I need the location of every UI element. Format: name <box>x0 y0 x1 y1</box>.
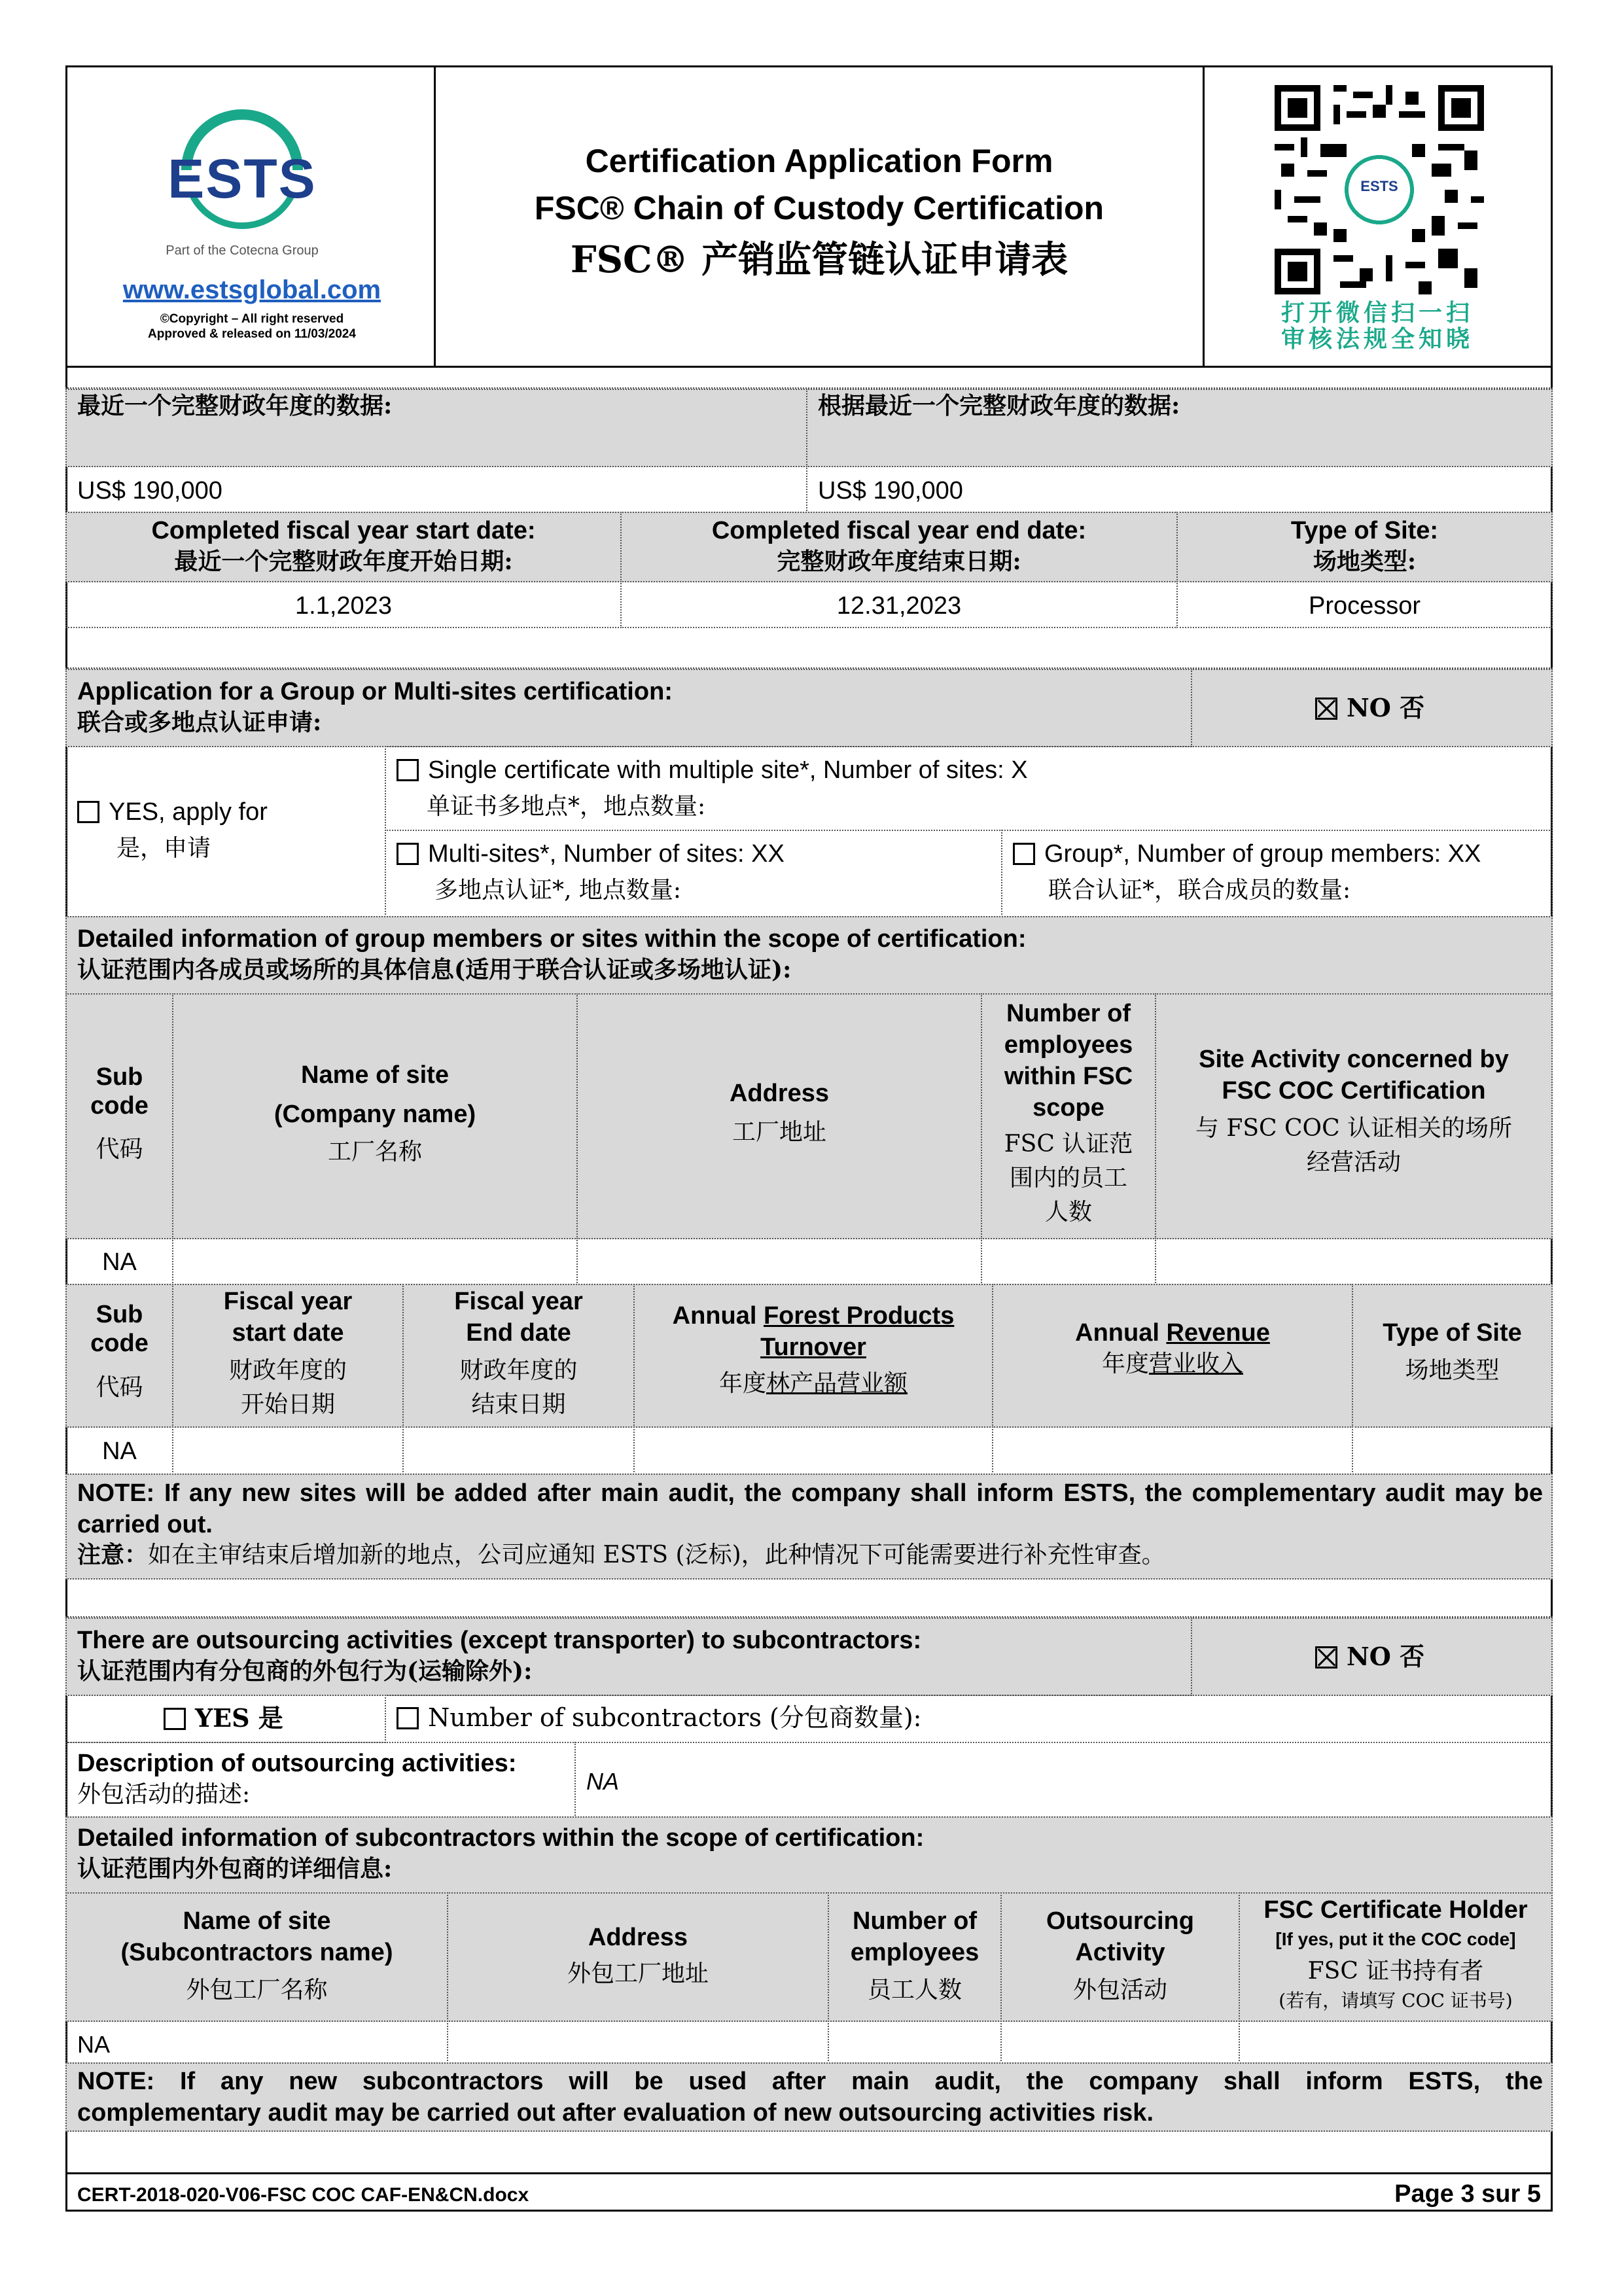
website-link[interactable]: www.estsglobal.com <box>122 275 381 304</box>
multi-sites-option[interactable] <box>397 840 785 869</box>
group-members-label: Group*, Number of group members: XX <box>1044 840 1481 868</box>
logo-tagline: Part of the Cotecna Group <box>166 243 319 258</box>
sub-row-name-cell[interactable] <box>65 2021 448 2064</box>
ft-h-end-zh2: 结束日期 <box>471 1391 566 1418</box>
note1-en: NOTE: If any new sites will be added after main audit, the company shall inform ESTS, the complementary audit may be carried out. <box>77 1479 1543 1538</box>
ft-h-turn-en: Annual Forest Products <box>672 1302 955 1330</box>
site-type-label-en: Type of Site: <box>1290 517 1439 544</box>
sub-h-emp-zh: 员工人数 <box>867 1977 962 2004</box>
sites-h-emp-zh3: 人数 <box>1044 1199 1092 1226</box>
form-title-line1: Certification Application Form <box>585 143 1053 179</box>
sites-h-name-en2: (Company name) <box>274 1101 476 1128</box>
outsourcing-num-option[interactable] <box>397 1704 922 1733</box>
ft-h-rev-en: Annual Revenue <box>1075 1319 1270 1347</box>
sub-h-emp-en1: Number of <box>853 1907 977 1935</box>
sites-h-act-zh1: 与 FSC COC 认证相关的场所 <box>1195 1115 1513 1142</box>
sub-h-cert-zh1: FSC 证书持有者 <box>1307 1958 1484 1985</box>
multi-sites-label: Multi-sites*, Number of sites: XX <box>428 840 785 868</box>
checkbox-icon[interactable] <box>1013 843 1035 865</box>
copyright-text: ©Copyright – All right reserved <box>160 312 344 326</box>
ft-row-sub-value: NA <box>102 1438 137 1465</box>
outsourcing-desc-value-cell[interactable] <box>574 1742 1553 1818</box>
sites-h-emp-en3: within FSC <box>1004 1063 1133 1090</box>
sites-row-emp-cell[interactable] <box>981 1238 1156 1285</box>
ft-h-rev-zh: 年度营业收入 <box>1101 1351 1244 1377</box>
sub-h-act-en2: Activity <box>1075 1939 1165 1966</box>
group-yes-option[interactable] <box>77 798 268 827</box>
outsourcing-desc-zh: 外包活动的描述: <box>77 1781 251 1808</box>
sub-h-name-en2: (Subcontractors name) <box>120 1939 393 1966</box>
ft-h-start-en1: Fiscal year <box>223 1288 353 1315</box>
multi-sites-zh: 多地点认证*, 地点数量: <box>434 877 682 904</box>
sites-col-address <box>576 993 982 1239</box>
single-cert-zh: 单证书多地点*，地点数量: <box>427 793 706 820</box>
outsourcing-desc-en: Description of outsourcing activities: <box>77 1750 517 1777</box>
checkbox-icon[interactable] <box>397 1707 419 1729</box>
sites-row-addr-cell[interactable] <box>576 1238 982 1285</box>
sub-col-address <box>447 1892 829 2022</box>
ft-h-type-en: Type of Site <box>1383 1319 1522 1347</box>
sub-h-cert-zh2: (若有，请填写 COC 证书号) <box>1279 1990 1513 2011</box>
form-title-line2: FSC® Chain of Custody Certification <box>534 190 1104 226</box>
sites-h-addr-zh: 工厂地址 <box>732 1119 826 1146</box>
sites-h-emp-zh1: FSC 认证范 <box>1004 1131 1133 1157</box>
qr-caption-1: 打开微信扫一扫 <box>1280 299 1474 327</box>
sub-row-addr-cell[interactable] <box>447 2021 829 2064</box>
qr-badge: ESTS <box>1360 178 1398 194</box>
outsourcing-yes-label: YES 是 <box>195 1703 283 1733</box>
ft-h-start-en2: start date <box>232 1319 344 1347</box>
sites-h-act-zh2: 经营活动 <box>1306 1149 1401 1176</box>
subcontractors-detail-zh: 认证范围内外包商的详细信息: <box>77 1855 393 1882</box>
sites-h-emp-en1: Number of <box>1006 1000 1131 1027</box>
ft-h-turn-en3: Turnover <box>760 1333 866 1361</box>
ft-h-start-zh2: 开始日期 <box>240 1391 335 1418</box>
note2-en-line2: complementary audit may be carried out after evaluation of new outsourcing activities risk. <box>77 2099 1154 2127</box>
checkbox-icon[interactable] <box>397 843 419 865</box>
sites-h-name-zh: 工厂名称 <box>327 1139 422 1165</box>
group-question-zh: 联合或多地点认证申请: <box>77 709 322 736</box>
sites-h-sub-zh: 代码 <box>96 1136 143 1163</box>
sites-h-act-en1: Site Activity concerned by <box>1199 1046 1509 1073</box>
fiscal-start-value: 1.1,2023 <box>295 592 392 620</box>
note1-zh: 注意：如在主审结束后增加新的地点，公司应通知 ESTS (泛标)，此种情况下可能需要进行补充性审查。 <box>77 1541 1165 1568</box>
sites-h-name-en1: Name of site <box>301 1061 449 1089</box>
fiscal-end-label-zh: 完整财政年度结束日期: <box>777 548 1021 575</box>
checkbox-icon[interactable] <box>397 759 419 781</box>
sites-h-emp-en4: scope <box>1033 1094 1104 1122</box>
fiscal-start-label-en: Completed fiscal year start date: <box>151 517 536 544</box>
form-title-line3: FSC® 产销监管链认证申请表 <box>570 238 1068 281</box>
logo-wordmark: ESTS <box>168 148 317 209</box>
sites-row-act-cell[interactable] <box>1155 1238 1553 1285</box>
ft-row-turn-cell[interactable] <box>633 1426 993 1475</box>
group-yes-label: YES, apply for <box>109 798 268 826</box>
subcontractors-detail-en: Detailed information of subcontractors within the scope of certification: <box>77 1824 925 1852</box>
ft-h-start-zh1: 财政年度的 <box>228 1357 347 1384</box>
ft-h-end-en1: Fiscal year <box>454 1288 583 1315</box>
sub-h-act-en1: Outsourcing <box>1046 1907 1194 1935</box>
sub-h-name-zh: 外包工厂名称 <box>186 1977 328 2004</box>
fiscal-right-label: 根据最近一个完整财政年度的数据: <box>818 392 1180 419</box>
sites-h-sub-en: Sub code <box>90 1063 149 1120</box>
approved-text: Approved & released on 11/03/2024 <box>148 327 356 341</box>
site-type-label-zh: 场地类型: <box>1313 548 1417 575</box>
sub-h-addr-zh: 外包工厂地址 <box>567 1960 709 1987</box>
sub-row-name-value: NA <box>77 2031 111 2058</box>
sub-row-emp-cell[interactable] <box>828 2021 1002 2064</box>
sub-h-addr-en: Address <box>588 1924 688 1951</box>
sub-h-name-en1: Name of site <box>183 1907 331 1935</box>
ft-h-end-en2: End date <box>466 1319 571 1347</box>
site-type-value: Processor <box>1308 592 1421 620</box>
outsourcing-yes-option[interactable] <box>164 1704 283 1733</box>
single-cert-option[interactable] <box>397 756 1028 785</box>
sites-row-name-cell[interactable] <box>172 1238 578 1285</box>
fiscal-start-label-zh: 最近一个完整财政年度开始日期: <box>174 548 513 575</box>
sites-h-emp-en2: employees <box>1004 1031 1133 1059</box>
sub-h-cert-en1: FSC Certificate Holder <box>1263 1896 1528 1924</box>
note2-en-line1: NOTE: If any new subcontractors will be used after main audit, the company shall inform ESTS, the <box>77 2068 1543 2095</box>
outsourcing-no-option[interactable] <box>1315 1642 1424 1672</box>
group-detail-zh: 认证范围内各成员或场所的具体信息(适用于联合认证或多场地认证): <box>77 956 792 983</box>
outsourcing-desc-value: NA <box>586 1768 620 1795</box>
sub-h-act-zh: 外包活动 <box>1072 1977 1167 2004</box>
footer-page-number: Page 3 sur 5 <box>1394 2180 1541 2208</box>
ft-h-end-zh1: 财政年度的 <box>459 1357 578 1384</box>
sites-h-act-en2: FSC COC Certification <box>1222 1077 1486 1104</box>
fiscal-end-label-en: Completed fiscal year end date: <box>711 517 1087 544</box>
checked-checkbox-icon[interactable] <box>1315 698 1337 720</box>
fiscal-right-value: US$ 190,000 <box>818 477 963 504</box>
sub-h-emp-en2: employees <box>850 1939 980 1966</box>
sites-row-sub-value: NA <box>102 1248 137 1276</box>
fiscal-end-value: 12.31,2023 <box>836 592 962 620</box>
checkbox-icon[interactable] <box>164 1708 186 1730</box>
ft-h-sub-zh: 代码 <box>96 1374 143 1401</box>
fiscal-left-value: US$ 190,000 <box>77 477 222 504</box>
outsourcing-question-en: There are outsourcing activities (except transporter) to subcontractors: <box>77 1627 922 1654</box>
sites-h-addr-en: Address <box>729 1080 830 1107</box>
ft-h-sub-en: Sub code <box>90 1301 149 1357</box>
ft-row-type-cell[interactable] <box>1352 1426 1553 1475</box>
group-no-label: NO 否 <box>1347 693 1425 722</box>
fiscal-left-label: 最近一个完整财政年度的数据: <box>77 392 393 419</box>
group-no-option[interactable] <box>1315 694 1424 724</box>
ft-row-start-cell[interactable] <box>172 1426 404 1475</box>
group-yes-zh: 是，申请 <box>116 835 211 862</box>
single-cert-label: Single certificate with multiple site*, Number of sites: X <box>428 756 1028 784</box>
group-question-en: Application for a Group or Multi-sites certification: <box>77 678 673 705</box>
outsourcing-question-zh: 认证范围内有分包商的外包行为(运输除外): <box>77 1657 533 1685</box>
ft-row-rev-cell[interactable] <box>992 1426 1353 1475</box>
sub-row-cert-cell[interactable] <box>1239 2021 1553 2064</box>
group-members-option[interactable] <box>1013 840 1481 869</box>
checked-checkbox-icon[interactable] <box>1315 1646 1337 1669</box>
outsourcing-num-label: Number of subcontractors (分包商数量): <box>428 1703 922 1732</box>
sites-h-emp-zh2: 围内的员工 <box>1009 1165 1127 1192</box>
qr-caption-2: 审核法规全知晓 <box>1280 325 1474 353</box>
checkbox-icon[interactable] <box>77 801 99 823</box>
group-detail-en: Detailed information of group members or sites within the scope of certification: <box>77 925 1027 953</box>
ft-h-type-zh: 场地类型 <box>1405 1357 1500 1384</box>
ft-col-type <box>1352 1284 1553 1428</box>
group-yes-cell[interactable] <box>65 746 386 917</box>
group-members-zh: 联合认证*，联合成员的数量: <box>1048 877 1351 904</box>
outsourcing-no-label: NO 否 <box>1347 1642 1425 1671</box>
sub-h-cert-en2: [If yes, put it the COC code] <box>1275 1929 1516 1949</box>
ft-h-turn-zh: 年度林产品营业额 <box>718 1370 908 1397</box>
sub-row-act-cell[interactable] <box>1000 2021 1240 2064</box>
footer-doc-code: CERT-2018-020-V06-FSC COC CAF-EN&CN.docx <box>77 2184 529 2206</box>
ft-row-end-cell[interactable] <box>402 1426 635 1475</box>
